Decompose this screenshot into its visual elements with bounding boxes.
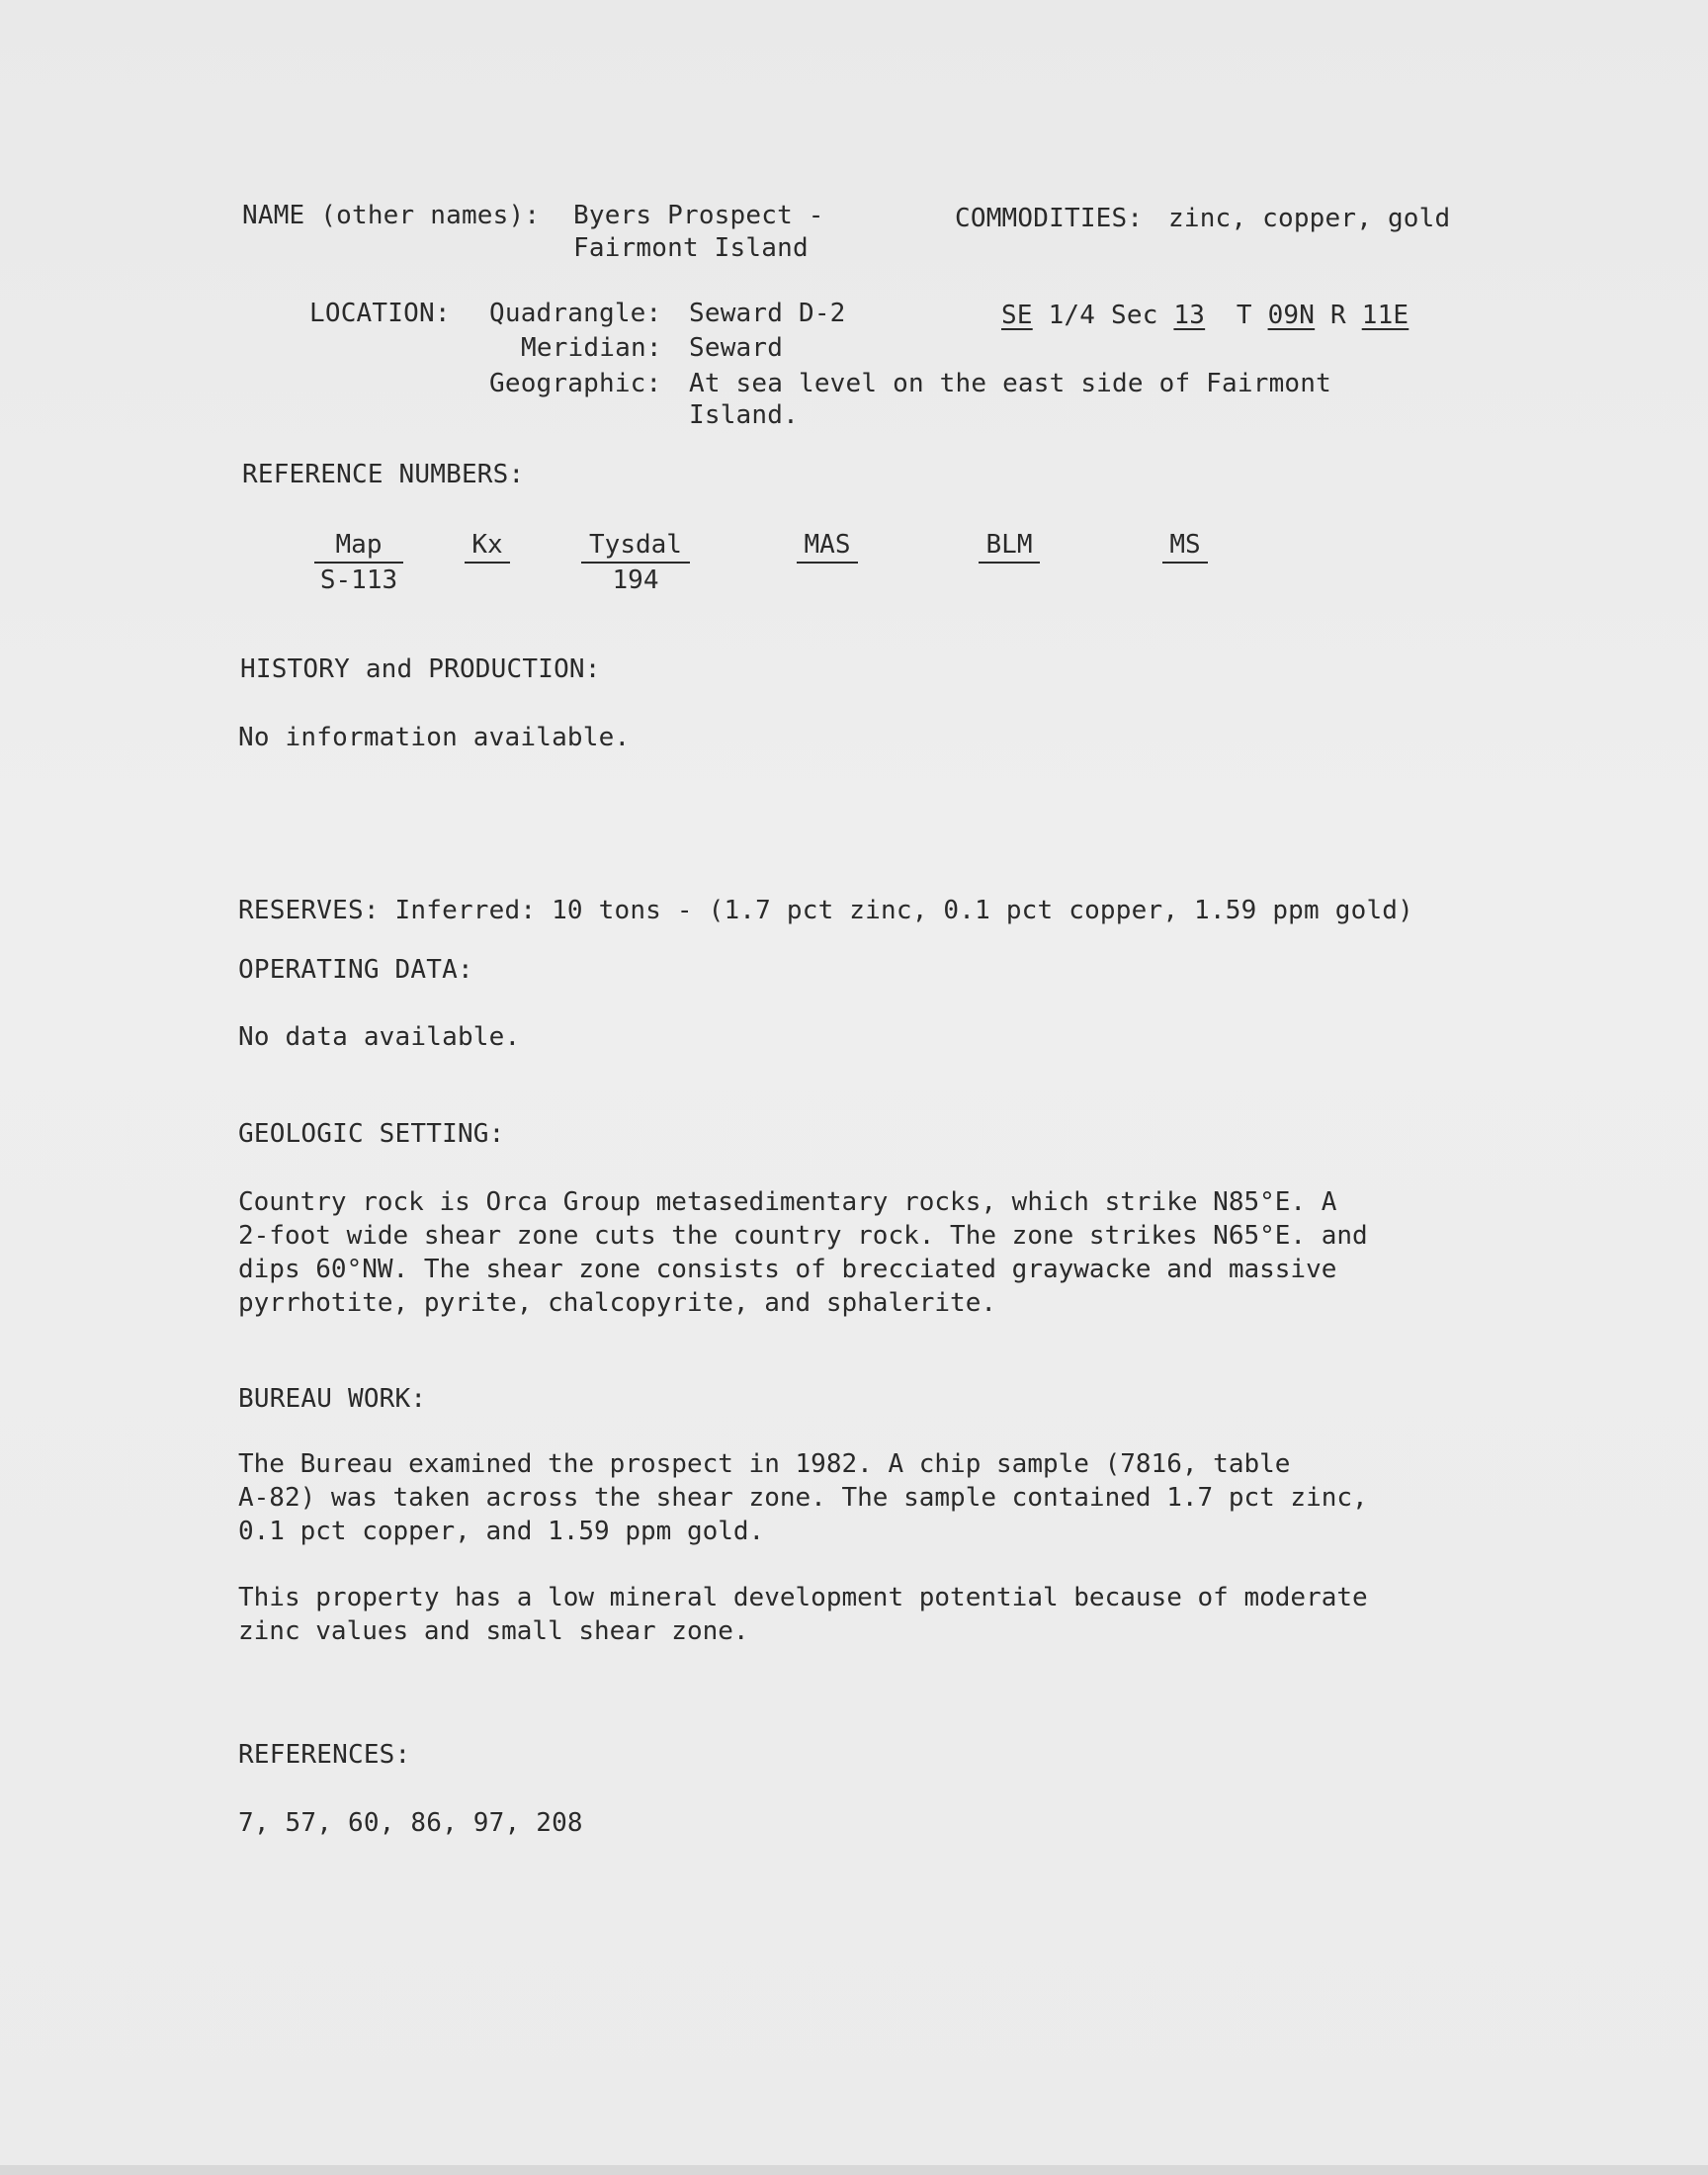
page-bottom-edge [0, 2165, 1708, 2175]
geographic-line2: Island. [689, 400, 799, 430]
geologic-label: GEOLOGIC SETTING: [238, 1119, 505, 1149]
reference-column-blm [979, 528, 1040, 597]
reserves-text: RESERVES: Inferred: 10 tons - (1.7 pct zinc, 0.1 pct copper, 1.59 ppm gold) [238, 896, 1413, 925]
references-label: REFERENCES: [238, 1740, 411, 1770]
history-text: No information available. [238, 723, 631, 752]
commodities-value: zinc, copper, gold [1168, 204, 1451, 233]
reference-value: S-113 [319, 566, 398, 595]
reference-value [797, 564, 858, 597]
township-label: T [1236, 301, 1252, 330]
reference-column-kx [465, 528, 510, 597]
bureau-text-1: The Bureau examined the prospect in 1982. A chip sample (7816, table A-82) was taken across the shear zone. The sample contained 1.7 pct zinc, 0.1 pct copper, and 1.59 ppm gold. [238, 1449, 1368, 1546]
reference-header: BLM [979, 528, 1040, 564]
reference-value [979, 564, 1040, 597]
township-value: 09N [1267, 301, 1316, 330]
references-text: 7, 57, 60, 86, 97, 208 [238, 1808, 583, 1838]
range-value: 11E [1361, 301, 1409, 330]
location-label: LOCATION: [309, 299, 451, 328]
reference-header: MS [1162, 528, 1208, 564]
meridian-value: Seward [689, 333, 784, 363]
reference-value [465, 564, 510, 597]
name-line2: Fairmont Island [573, 233, 809, 263]
reference-header: MAS [797, 528, 858, 564]
name-label: NAME (other names): [242, 201, 541, 230]
reference-column-tysdal [581, 528, 690, 597]
reference-value [1162, 564, 1208, 597]
geologic-text: Country rock is Orca Group metasedimentary rocks, which strike N85°E. A 2-foot wide shear zone cuts the country rock. The zone strikes N65°E. and dips 60°NW. The shear zone consists of brecciated graywacke and massive pyrrhotite, pyrite, chalcopyrite, and sphalerite. [238, 1187, 1368, 1318]
quadrangle-value: Seward D-2 [689, 299, 846, 328]
quarter-value: SE [1001, 301, 1033, 330]
bureau-label: BUREAU WORK: [238, 1384, 427, 1414]
range-label: R [1330, 301, 1346, 330]
name-line1: Byers Prospect - [573, 201, 824, 230]
section-value: 13 [1173, 301, 1206, 330]
reference-column-map [314, 528, 403, 597]
reference-header: Kx [465, 528, 510, 564]
reference-column-ms [1162, 528, 1208, 597]
reference-value: 194 [612, 566, 659, 595]
history-label: HISTORY and PRODUCTION: [240, 654, 601, 684]
reference-numbers-label: REFERENCE NUMBERS: [242, 460, 525, 489]
reference-column-mas [797, 528, 858, 597]
reference-header: Tysdal [581, 528, 690, 564]
commodities-label: COMMODITIES: [955, 204, 1144, 233]
meridian-label: Meridian: [521, 333, 662, 363]
quadrangle-label: Quadrangle: [489, 299, 662, 328]
geographic-label: Geographic: [489, 369, 662, 398]
bureau-text-2: This property has a low mineral development potential because of moderate zinc values and small shear zone. [238, 1583, 1368, 1646]
location-coordinates [1001, 299, 1409, 332]
geographic-line1: At sea level on the east side of Fairmont [689, 369, 1331, 398]
operating-label: OPERATING DATA: [238, 955, 473, 985]
operating-text: No data available. [238, 1022, 521, 1052]
reference-header: Map [314, 528, 403, 564]
fraction-sec-label: 1/4 Sec [1048, 301, 1158, 330]
